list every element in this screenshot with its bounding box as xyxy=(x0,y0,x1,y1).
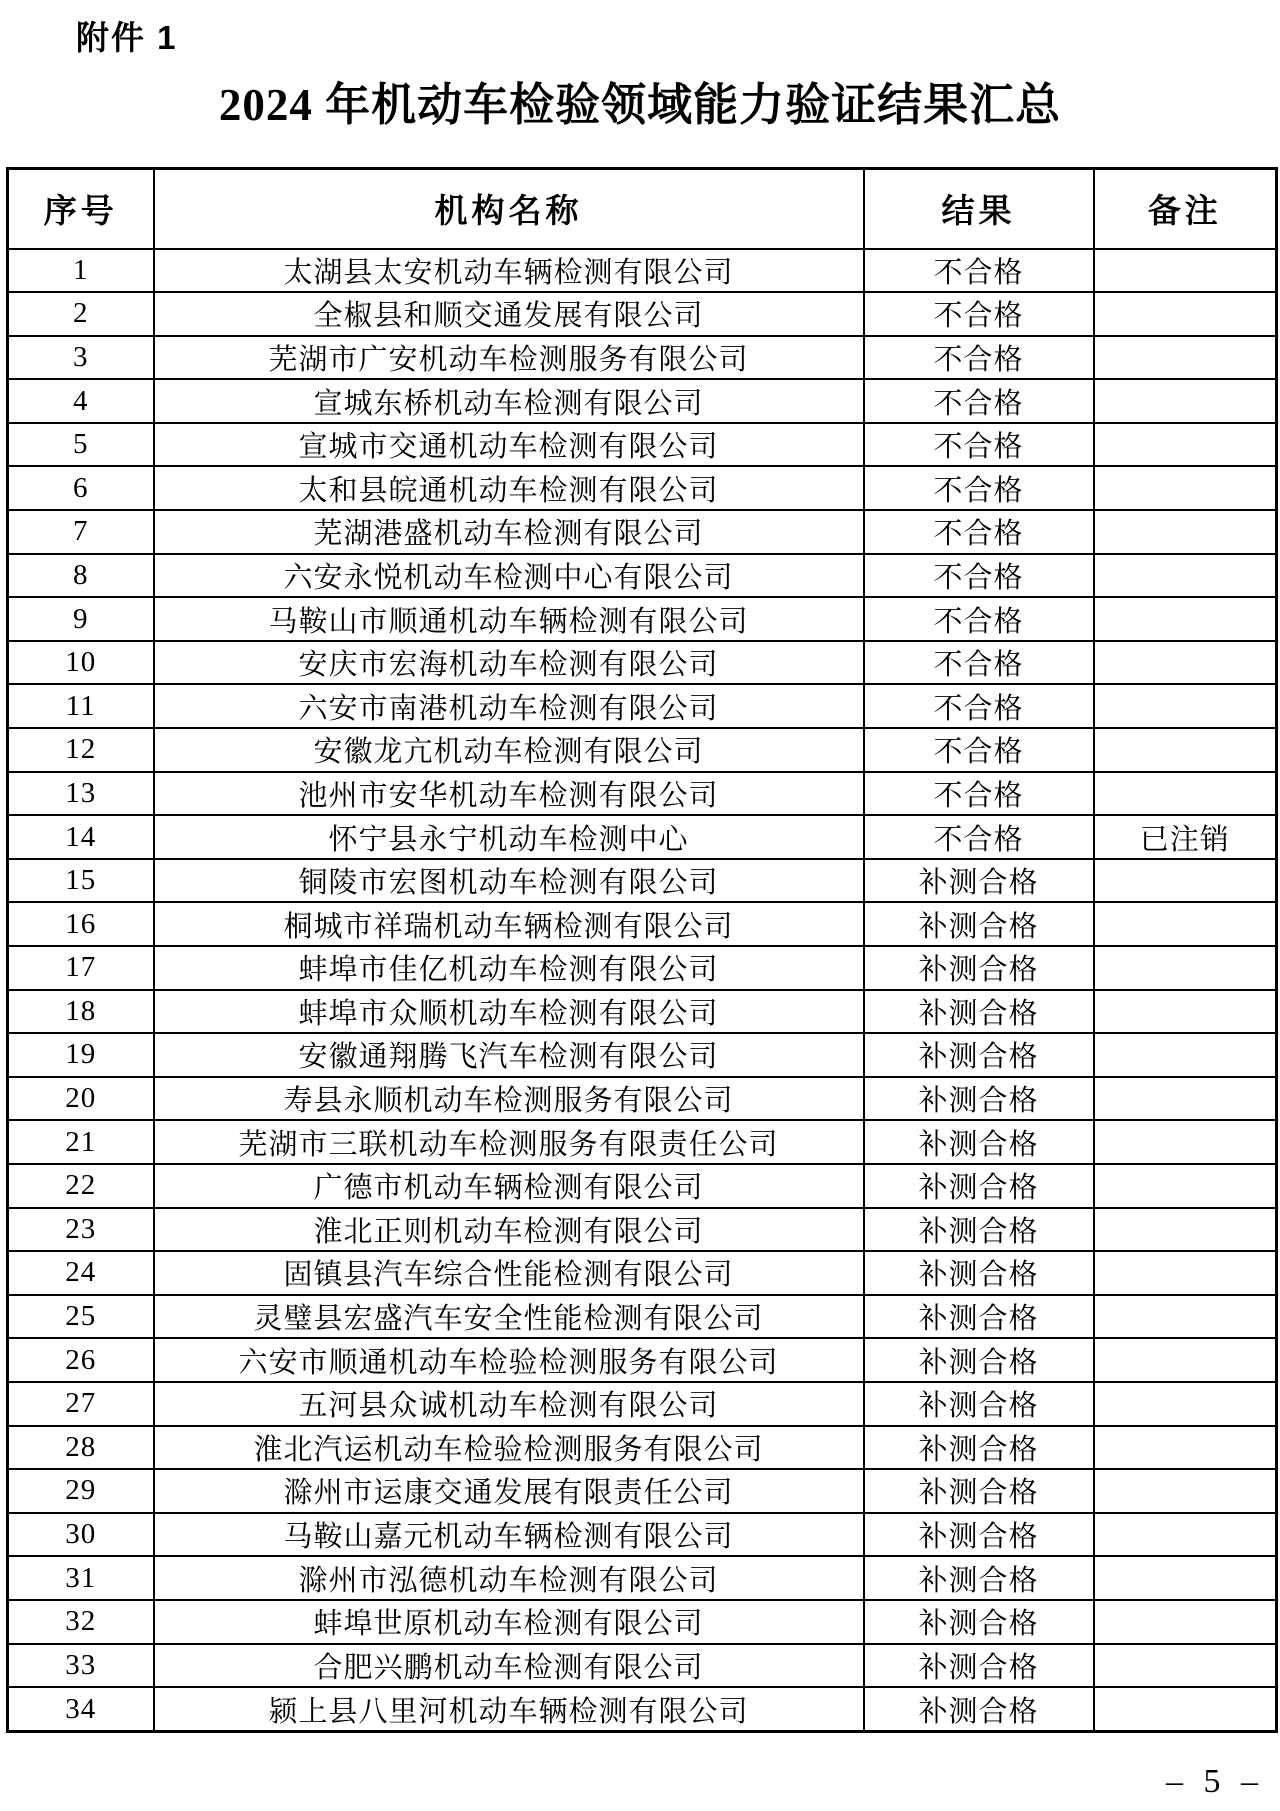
cell-org-name: 滁州市泓德机动车检测有限公司 xyxy=(154,1556,864,1600)
cell-remark xyxy=(1094,1644,1277,1688)
table-body xyxy=(8,249,1277,1732)
table-header xyxy=(8,169,1277,249)
cell-org-name: 宣城东桥机动车检测有限公司 xyxy=(154,379,864,423)
page-title: 2024 年机动车检验领域能力验证结果汇总 xyxy=(218,80,1062,130)
cell-remark: 已注销 xyxy=(1094,815,1277,859)
cell-seq-no: 22 xyxy=(8,1164,154,1208)
cell-remark xyxy=(1094,859,1277,903)
cell-remark xyxy=(1094,1120,1277,1164)
cell-remark xyxy=(1094,1338,1277,1382)
cell-result: 补测合格 xyxy=(864,1033,1094,1077)
cell-seq-no: 28 xyxy=(8,1426,154,1470)
table-row xyxy=(8,1295,1277,1339)
cell-seq-no: 17 xyxy=(8,946,154,990)
table-row xyxy=(8,1033,1277,1077)
cell-result: 补测合格 xyxy=(864,859,1094,903)
cell-org-name: 六安市顺通机动车检验检测服务有限公司 xyxy=(154,1338,864,1382)
cell-result: 补测合格 xyxy=(864,1208,1094,1252)
table-row xyxy=(8,1077,1277,1121)
table-row xyxy=(8,902,1277,946)
cell-org-name: 安徽通翔腾飞汽车检测有限公司 xyxy=(154,1033,864,1077)
cell-result: 补测合格 xyxy=(864,1469,1094,1513)
cell-seq-no: 12 xyxy=(8,728,154,772)
cell-org-name: 蚌埠市佳亿机动车检测有限公司 xyxy=(154,946,864,990)
cell-remark xyxy=(1094,1077,1277,1121)
cell-remark xyxy=(1094,554,1277,598)
cell-remark xyxy=(1094,641,1277,685)
cell-remark xyxy=(1094,423,1277,467)
cell-org-name: 广德市机动车辆检测有限公司 xyxy=(154,1164,864,1208)
cell-remark xyxy=(1094,1382,1277,1426)
header-org-name: 机构名称 xyxy=(154,169,864,249)
cell-seq-no: 25 xyxy=(8,1295,154,1339)
cell-result: 补测合格 xyxy=(864,1382,1094,1426)
table-row xyxy=(8,728,1277,772)
cell-result: 补测合格 xyxy=(864,1295,1094,1339)
cell-org-name: 铜陵市宏图机动车检测有限公司 xyxy=(154,859,864,903)
attachment-label: 附件 1 xyxy=(76,19,178,56)
cell-seq-no: 15 xyxy=(8,859,154,903)
table-row xyxy=(8,1120,1277,1164)
cell-result: 补测合格 xyxy=(864,902,1094,946)
table-row xyxy=(8,684,1277,728)
cell-org-name: 宣城市交通机动车检测有限公司 xyxy=(154,423,864,467)
cell-result: 补测合格 xyxy=(864,1251,1094,1295)
cell-org-name: 淮北汽运机动车检验检测服务有限公司 xyxy=(154,1426,864,1470)
cell-seq-no: 18 xyxy=(8,990,154,1034)
cell-remark xyxy=(1094,1469,1277,1513)
cell-seq-no: 4 xyxy=(8,379,154,423)
cell-seq-no: 16 xyxy=(8,902,154,946)
cell-seq-no: 30 xyxy=(8,1513,154,1557)
cell-org-name: 桐城市祥瑞机动车辆检测有限公司 xyxy=(154,902,864,946)
table-row xyxy=(8,1338,1277,1382)
cell-org-name: 马鞍山嘉元机动车辆检测有限公司 xyxy=(154,1513,864,1557)
page-number: – 5 – xyxy=(1166,1763,1264,1800)
table-row xyxy=(8,1556,1277,1600)
table-row xyxy=(8,946,1277,990)
table-row xyxy=(8,597,1277,641)
cell-result: 补测合格 xyxy=(864,990,1094,1034)
cell-result: 不合格 xyxy=(864,379,1094,423)
cell-org-name: 合肥兴鹏机动车检测有限公司 xyxy=(154,1644,864,1688)
results-table xyxy=(6,167,1278,1733)
cell-result: 不合格 xyxy=(864,423,1094,467)
cell-seq-no: 10 xyxy=(8,641,154,685)
cell-result: 不合格 xyxy=(864,728,1094,772)
cell-seq-no: 13 xyxy=(8,772,154,816)
cell-seq-no: 3 xyxy=(8,336,154,380)
table-row xyxy=(8,1513,1277,1557)
table-row xyxy=(8,1208,1277,1252)
cell-remark xyxy=(1094,1513,1277,1557)
cell-org-name: 全椒县和顺交通发展有限公司 xyxy=(154,292,864,336)
cell-org-name: 安庆市宏海机动车检测有限公司 xyxy=(154,641,864,685)
table-row xyxy=(8,1426,1277,1470)
cell-result: 补测合格 xyxy=(864,1426,1094,1470)
cell-result: 补测合格 xyxy=(864,1164,1094,1208)
cell-seq-no: 14 xyxy=(8,815,154,859)
cell-org-name: 安徽龙亢机动车检测有限公司 xyxy=(154,728,864,772)
header-remark: 备注 xyxy=(1094,169,1277,249)
cell-seq-no: 33 xyxy=(8,1644,154,1688)
table-row xyxy=(8,336,1277,380)
table-header-row xyxy=(8,169,1277,249)
cell-org-name: 芜湖港盛机动车检测有限公司 xyxy=(154,510,864,554)
table-row xyxy=(8,859,1277,903)
cell-seq-no: 19 xyxy=(8,1033,154,1077)
cell-remark xyxy=(1094,249,1277,293)
cell-remark xyxy=(1094,1556,1277,1600)
table-row xyxy=(8,292,1277,336)
table-row xyxy=(8,423,1277,467)
cell-result: 不合格 xyxy=(864,597,1094,641)
cell-result: 补测合格 xyxy=(864,1338,1094,1382)
cell-remark xyxy=(1094,990,1277,1034)
cell-org-name: 马鞍山市顺通机动车辆检测有限公司 xyxy=(154,597,864,641)
cell-result: 补测合格 xyxy=(864,1556,1094,1600)
cell-remark xyxy=(1094,1600,1277,1644)
table-row xyxy=(8,1164,1277,1208)
cell-remark xyxy=(1094,1687,1277,1731)
table-row xyxy=(8,1644,1277,1688)
cell-remark xyxy=(1094,728,1277,772)
cell-remark xyxy=(1094,466,1277,510)
cell-result: 补测合格 xyxy=(864,946,1094,990)
cell-result: 不合格 xyxy=(864,641,1094,685)
cell-result: 补测合格 xyxy=(864,1120,1094,1164)
table-row xyxy=(8,815,1277,859)
cell-remark xyxy=(1094,772,1277,816)
cell-seq-no: 23 xyxy=(8,1208,154,1252)
cell-seq-no: 31 xyxy=(8,1556,154,1600)
cell-result: 不合格 xyxy=(864,292,1094,336)
cell-org-name: 芜湖市广安机动车检测服务有限公司 xyxy=(154,336,864,380)
table-row xyxy=(8,510,1277,554)
cell-remark xyxy=(1094,1164,1277,1208)
cell-seq-no: 6 xyxy=(8,466,154,510)
cell-seq-no: 20 xyxy=(8,1077,154,1121)
cell-org-name: 六安永悦机动车检测中心有限公司 xyxy=(154,554,864,598)
cell-result: 不合格 xyxy=(864,684,1094,728)
table-row xyxy=(8,1687,1277,1731)
cell-seq-no: 24 xyxy=(8,1251,154,1295)
table-row xyxy=(8,1251,1277,1295)
table-row xyxy=(8,641,1277,685)
table-row xyxy=(8,772,1277,816)
cell-org-name: 滁州市运康交通发展有限责任公司 xyxy=(154,1469,864,1513)
table-row xyxy=(8,379,1277,423)
cell-remark xyxy=(1094,292,1277,336)
table-row xyxy=(8,1382,1277,1426)
cell-org-name: 淮北正则机动车检测有限公司 xyxy=(154,1208,864,1252)
cell-seq-no: 26 xyxy=(8,1338,154,1382)
cell-result: 不合格 xyxy=(864,249,1094,293)
header-result: 结果 xyxy=(864,169,1094,249)
cell-remark xyxy=(1094,684,1277,728)
header-seq-no: 序号 xyxy=(8,169,154,249)
cell-remark xyxy=(1094,1033,1277,1077)
cell-result: 不合格 xyxy=(864,336,1094,380)
table-row xyxy=(8,1600,1277,1644)
cell-org-name: 芜湖市三联机动车检测服务有限责任公司 xyxy=(154,1120,864,1164)
cell-seq-no: 8 xyxy=(8,554,154,598)
cell-remark xyxy=(1094,1426,1277,1470)
cell-seq-no: 21 xyxy=(8,1120,154,1164)
cell-seq-no: 7 xyxy=(8,510,154,554)
table-row xyxy=(8,554,1277,598)
table-row xyxy=(8,1469,1277,1513)
cell-result: 补测合格 xyxy=(864,1513,1094,1557)
cell-remark xyxy=(1094,946,1277,990)
cell-result: 不合格 xyxy=(864,772,1094,816)
cell-seq-no: 29 xyxy=(8,1469,154,1513)
cell-org-name: 太湖县太安机动车辆检测有限公司 xyxy=(154,249,864,293)
cell-org-name: 五河县众诚机动车检测有限公司 xyxy=(154,1382,864,1426)
cell-result: 不合格 xyxy=(864,554,1094,598)
cell-result: 补测合格 xyxy=(864,1077,1094,1121)
cell-seq-no: 2 xyxy=(8,292,154,336)
cell-remark xyxy=(1094,1251,1277,1295)
cell-seq-no: 5 xyxy=(8,423,154,467)
cell-result: 补测合格 xyxy=(864,1644,1094,1688)
cell-org-name: 寿县永顺机动车检测服务有限公司 xyxy=(154,1077,864,1121)
cell-org-name: 颍上县八里河机动车辆检测有限公司 xyxy=(154,1687,864,1731)
cell-result: 不合格 xyxy=(864,815,1094,859)
cell-org-name: 池州市安华机动车检测有限公司 xyxy=(154,772,864,816)
cell-seq-no: 34 xyxy=(8,1687,154,1731)
cell-remark xyxy=(1094,902,1277,946)
cell-result: 补测合格 xyxy=(864,1600,1094,1644)
cell-org-name: 太和县皖通机动车检测有限公司 xyxy=(154,466,864,510)
cell-result: 补测合格 xyxy=(864,1687,1094,1731)
cell-org-name: 蚌埠世原机动车检测有限公司 xyxy=(154,1600,864,1644)
cell-org-name: 固镇县汽车综合性能检测有限公司 xyxy=(154,1251,864,1295)
cell-org-name: 蚌埠市众顺机动车检测有限公司 xyxy=(154,990,864,1034)
table-row xyxy=(8,990,1277,1034)
cell-org-name: 六安市南港机动车检测有限公司 xyxy=(154,684,864,728)
cell-seq-no: 32 xyxy=(8,1600,154,1644)
cell-remark xyxy=(1094,379,1277,423)
cell-seq-no: 1 xyxy=(8,249,154,293)
cell-remark xyxy=(1094,336,1277,380)
cell-remark xyxy=(1094,510,1277,554)
cell-remark xyxy=(1094,597,1277,641)
cell-org-name: 灵璧县宏盛汽车安全性能检测有限公司 xyxy=(154,1295,864,1339)
cell-seq-no: 11 xyxy=(8,684,154,728)
cell-org-name: 怀宁县永宁机动车检测中心 xyxy=(154,815,864,859)
cell-result: 不合格 xyxy=(864,510,1094,554)
table-row xyxy=(8,466,1277,510)
cell-remark xyxy=(1094,1295,1277,1339)
cell-result: 不合格 xyxy=(864,466,1094,510)
table-row xyxy=(8,249,1277,293)
cell-seq-no: 27 xyxy=(8,1382,154,1426)
cell-seq-no: 9 xyxy=(8,597,154,641)
cell-remark xyxy=(1094,1208,1277,1252)
